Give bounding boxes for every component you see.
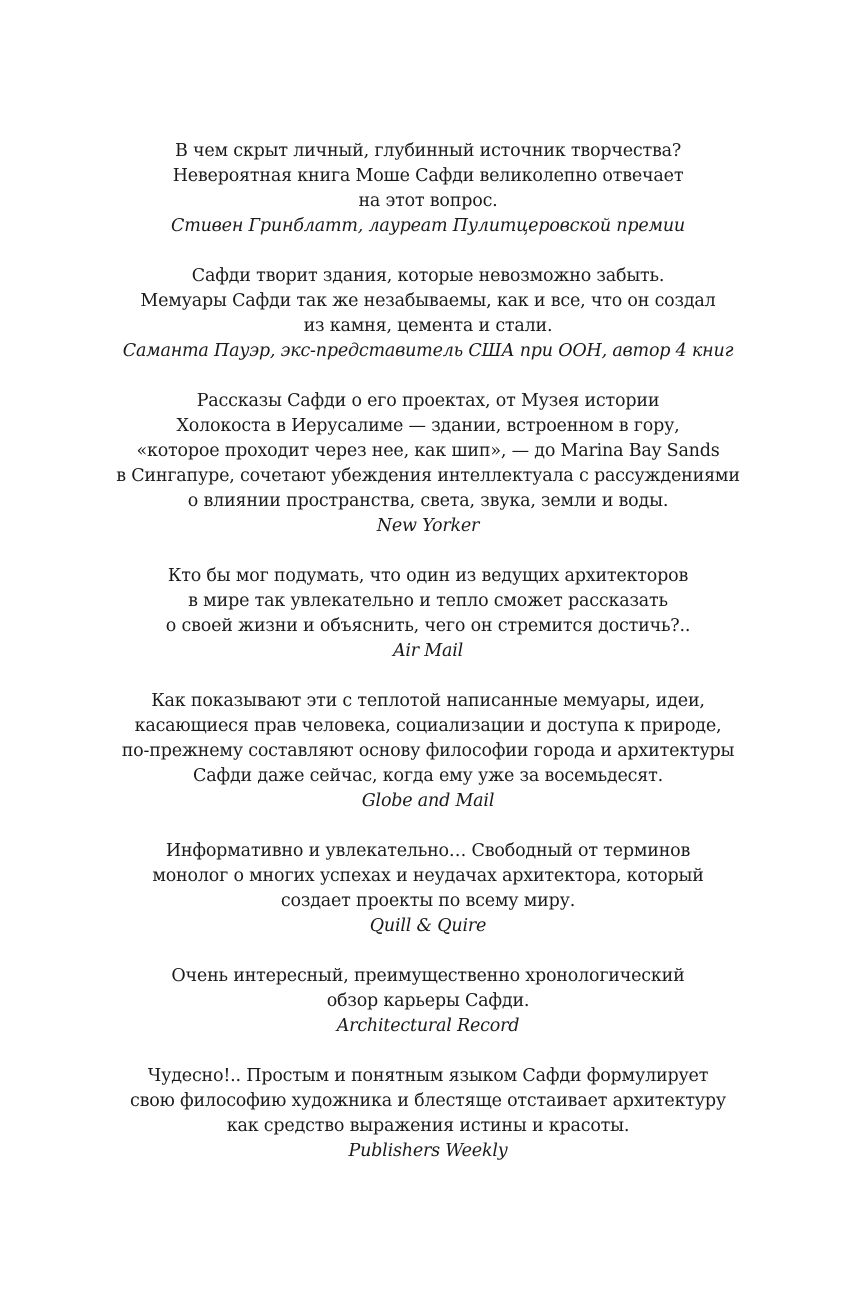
quote-line: монолог о многих успехах и неудачах архитектора, который	[152, 866, 704, 886]
quote-block-architectural-record	[0, 964, 856, 1039]
quote-line: из камня, цемента и стали.	[303, 316, 553, 336]
quote-line: создает проекты по всему миру.	[280, 891, 576, 911]
quote-line: в мире так увлекательно и тепло сможет рассказать	[188, 591, 668, 611]
quote-line: Мемуары Сафди так же незабываемы, как и все, что он создал	[140, 291, 716, 311]
quote-line: Холокоста в Иерусалиме — здании, встроенном в гору,	[176, 416, 680, 436]
quote-block-publishers-weekly	[0, 1064, 856, 1164]
quote-line: Как показывают эти с теплотой написанные мемуары, идеи,	[151, 691, 705, 711]
praise-page	[0, 139, 856, 1189]
quote-line: «которое проходит через нее, как шип», — до Marina Bay Sands	[136, 441, 720, 461]
quote-line: Кто бы мог подумать, что один из ведущих архитекторов	[167, 566, 689, 586]
quote-block-greenblatt	[0, 139, 856, 239]
quote-attribution: New Yorker	[376, 516, 480, 536]
quote-attribution: Globe and Mail	[361, 791, 495, 811]
quote-line: свою философию художника и блестяще отстаивает архитектуру	[130, 1091, 726, 1111]
quote-attribution: Air Mail	[392, 641, 464, 661]
quote-line: на этот вопрос.	[358, 191, 498, 211]
quote-line: касающиеся прав человека, социализации и доступа к природе,	[134, 716, 722, 736]
quote-block-globe-and-mail	[0, 689, 856, 814]
quote-block-air-mail	[0, 564, 856, 664]
quote-line: Сафди даже сейчас, когда ему уже за восемьдесят.	[193, 766, 663, 786]
quote-line: Рассказы Сафди о его проектах, от Музея истории	[196, 391, 660, 411]
quote-line: о своей жизни и объяснить, чего он стремится достичь?..	[165, 616, 691, 636]
quote-block-power	[0, 264, 856, 364]
quote-line: В чем скрыт личный, глубинный источник творчества?	[174, 141, 682, 161]
quote-attribution: Quill & Quire	[369, 916, 487, 936]
quote-line: обзор карьеры Сафди.	[326, 991, 530, 1011]
quote-line: по-прежнему составляют основу философии города и архитектуры	[121, 741, 735, 761]
quote-line: Чудесно!.. Простым и понятным языком Сафди формулирует	[147, 1066, 709, 1086]
quote-attribution: Стивен Гринблатт, лауреат Пулитцеровской премии	[171, 216, 685, 236]
quote-line: Невероятная книга Моше Сафди великолепно отвечает	[172, 166, 684, 186]
quote-line: Информативно и увлекательно… Свободный от терминов	[165, 841, 691, 861]
quote-attribution: Architectural Record	[336, 1016, 520, 1036]
quote-line: о влиянии пространства, света, звука, земли и воды.	[187, 491, 669, 511]
quote-block-quill-and-quire	[0, 839, 856, 939]
quote-attribution: Publishers Weekly	[348, 1141, 508, 1161]
quote-line: как средство выражения истины и красоты.	[226, 1116, 630, 1136]
quote-line: Сафди творит здания, которые невозможно забыть.	[191, 266, 665, 286]
quote-attribution: Саманта Пауэр, экс-представитель США при ООН, автор 4 книг	[122, 341, 734, 361]
quote-block-new-yorker	[0, 389, 856, 539]
quote-line: в Сингапуре, сочетают убеждения интеллектуала с рассуждениями	[116, 466, 740, 486]
quote-line: Очень интересный, преимущественно хронологический	[171, 966, 685, 986]
